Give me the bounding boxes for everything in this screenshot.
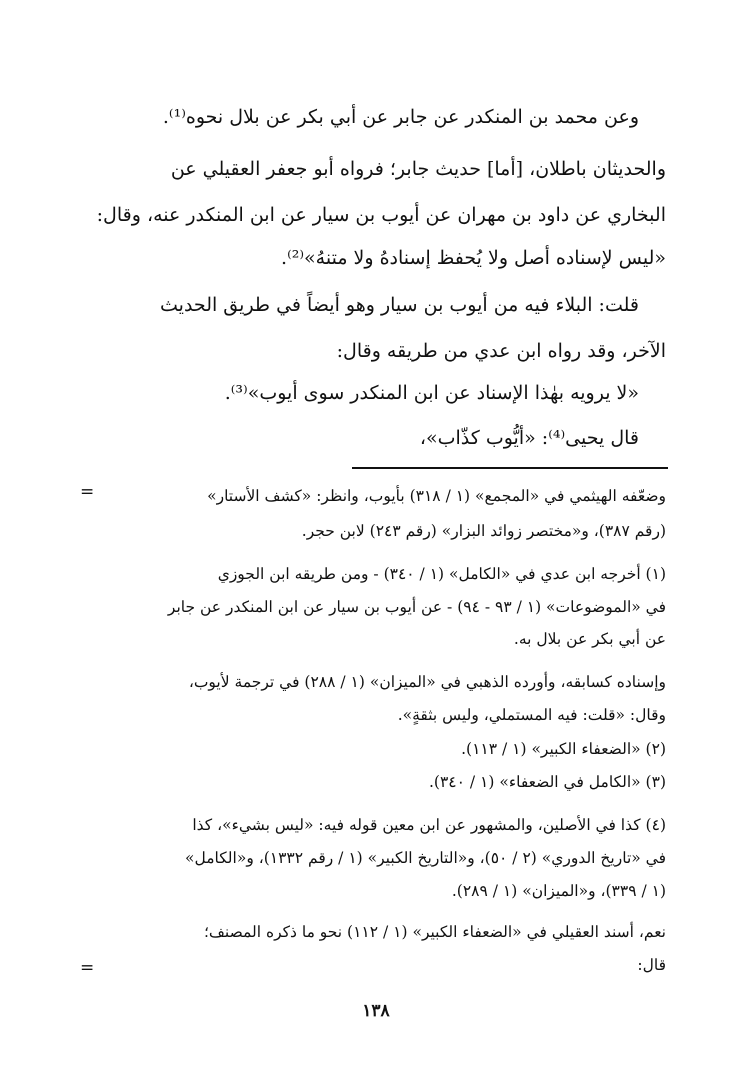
main-line-6: الآخر، وقد رواه ابن عدي من طريقه وقال: bbox=[336, 340, 666, 362]
footnote-line-12: (١ / ٣٣٩)، و«الميزان» (١ / ٢٨٩). bbox=[451, 882, 666, 900]
footnote-line-14: قال: bbox=[637, 956, 666, 974]
footnote-line-4: في «الموضوعات» (١ / ٩٣ - ٩٤) - عن أيوب بن سيار عن ابن المنكدر عن جابر bbox=[167, 598, 666, 616]
main-line-5: قلت: البلاء فيه من أيوب بن سيار وهو أيضاً في طريق الحديث bbox=[160, 294, 639, 316]
footnote-line-1: وضعّفه الهيثمي في «المجمع» (١ / ٣١٨) بأيوب، وانظر: «كشف الأستار» bbox=[207, 487, 666, 505]
main-line-8: قال يحيى⁽⁴⁾: «أيُّوب كذّاب»، bbox=[419, 427, 639, 449]
continuation-mark-bottom: = bbox=[80, 958, 95, 978]
footnote-line-13: نعم، أسند العقيلي في «الضعفاء الكبير» (١ / ١١٢) نحو ما ذكره المصنف؛ bbox=[203, 923, 666, 941]
footnote-line-3: (١) أخرجه ابن عدي في «الكامل» (١ / ٣٤٠) - ومن طريقه ابن الجوزي bbox=[217, 565, 666, 583]
main-line-4: «ليس لإسناده أصل ولا يُحفظ إسنادهُ ولا متنهُ»⁽²⁾. bbox=[281, 247, 666, 269]
footnote-line-2: (رقم ٣٨٧)، و«مختصر زوائد البزار» (رقم ٢٤٣) لابن حجر. bbox=[301, 522, 666, 540]
footnote-line-11: في «تاريخ الدوري» (٢ / ٥٠)، و«التاريخ الكبير» (١ / رقم ١٣٣٢)، و«الكامل» bbox=[185, 849, 666, 867]
main-line-7: «لا يرويه بهٰذا الإسناد عن ابن المنكدر سوى أيوب»⁽³⁾. bbox=[224, 382, 639, 404]
footnote-line-10: (٤) كذا في الأصلين، والمشهور عن ابن معين قوله فيه: «ليس بشيء»، كذا bbox=[192, 816, 666, 834]
footnote-line-7: وقال: «قلت: فيه المستملي، وليس بثقةٍ». bbox=[397, 706, 666, 724]
page-number: ١٣٨ bbox=[362, 1001, 390, 1021]
footnote-separator bbox=[352, 467, 668, 469]
main-line-2: والحديثان باطلان، [أما] حديث جابر؛ فرواه أبو جعفر العقيلي عن bbox=[170, 158, 666, 180]
footnote-line-5: عن أبي بكر عن بلال به. bbox=[513, 630, 666, 648]
footnote-line-8: (٢) «الضعفاء الكبير» (١ / ١١٣). bbox=[461, 740, 666, 758]
continuation-mark-top: = bbox=[80, 482, 95, 502]
main-line-1: وعن محمد بن المنكدر عن جابر عن أبي بكر عن بلال نحوه⁽¹⁾. bbox=[162, 106, 639, 128]
footnote-line-9: (٣) «الكامل في الضعفاء» (١ / ٣٤٠). bbox=[428, 773, 666, 791]
footnote-line-6: وإسناده كسابقه، وأورده الذهبي في «الميزان» (١ / ٢٨٨) في ترجمة لأيوب، bbox=[188, 673, 666, 691]
main-line-3: البخاري عن داود بن مهران عن أيوب بن سيار عن ابن المنكدر عنه، وقال: bbox=[96, 204, 666, 226]
